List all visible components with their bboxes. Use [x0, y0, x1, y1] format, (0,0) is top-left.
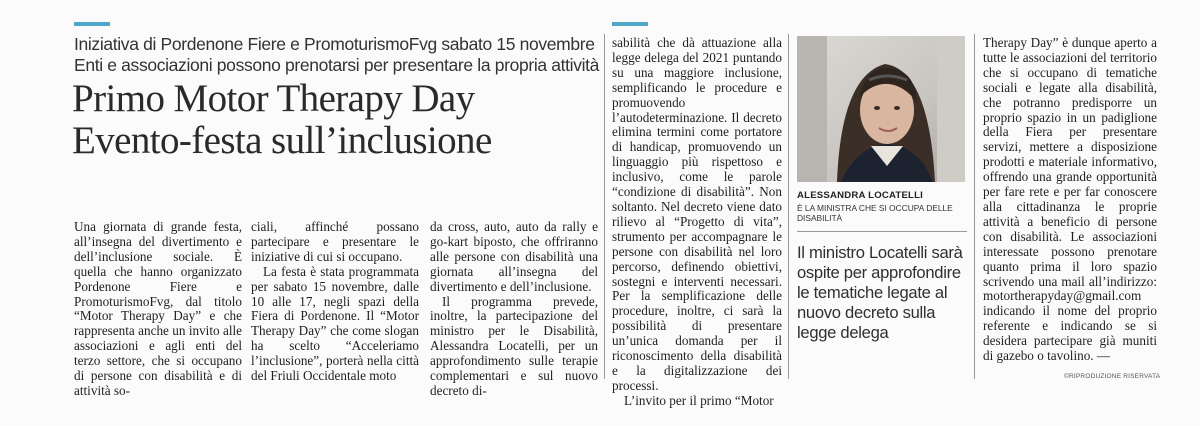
headline-line-2: Evento-festa sull’inclusione	[72, 119, 492, 162]
paragraph: da cross, auto, auto da rally e go-kart biposto, che offriranno alle persone con disabilità una giornata all’insegna del divertimento e dell’inclusione.	[430, 219, 598, 294]
kicker-line-1: Iniziativa di Pordenone Fiere e PromoturismoFvg sabato 15 novembre	[74, 34, 595, 54]
column-divider	[604, 34, 605, 379]
paragraph: La festa è stata programmata per sabato 15 novembre, dalle 10 alle 17, negli spazi della Fiera di Pordenone. Il “Motor Therapy Day” che come slogan ha scelto “Acceleriamo l’inclusione”, porterà nella città del Friuli Occidentale moto	[251, 263, 419, 384]
kicker-line-2: Enti e associazioni possono prenotarsi per presentare la propria attività	[74, 55, 600, 75]
portrait-photo	[797, 36, 965, 182]
copyright-notice: ©RIPRODUZIONE RISERVATA	[1064, 373, 1161, 380]
article-column-1	[74, 220, 242, 399]
photo-caption-role: È LA MINISTRA CHE SI OCCUPA DELLE DISABILITÀ	[797, 203, 953, 223]
accent-bar-left	[74, 22, 110, 26]
paragraph: ciali, affinché possano partecipare e presentare le iniziative di cui si occupano.	[251, 219, 419, 264]
article-column-3	[430, 220, 598, 399]
kicker	[74, 34, 600, 76]
article-column-4	[612, 36, 782, 409]
column-divider	[788, 34, 789, 379]
paragraph: Il programma prevede, inoltre, la partecipazione del ministro per le Disabilità, Alessandra Locatelli, per un approfondimento sulle terapie complementari e sul nuovo decreto di-	[430, 293, 598, 398]
article-column-5	[983, 36, 1157, 364]
portrait-image	[797, 36, 965, 182]
article-column-2	[251, 220, 419, 384]
paragraph: Una giornata di grande festa, all’insegna del divertimento e dell’inclusione sociale. È quella che hanno organizzato Pordenone Fiere e PromoturismoFvg, dal titolo “Motor Therapy Day” e che rappresenta anche un invito alle associazioni e agli enti del terzo settore, che si occupano di persone con disabilità e di attività so-	[74, 219, 242, 398]
headline	[72, 78, 612, 162]
column-divider	[974, 34, 975, 379]
paragraph: Therapy Day” è dunque aperto a tutte le associazioni del territorio che si occupano di tematiche sociali e legate alla disabilità, che potranno predisporre un proprio spazio in un padiglione della Fiera per presentare servizi, mettere a disposizione prodotti e materiale informativo, offrendo una grande opportunità per fare rete e per far conoscere alla cittadinanza le proprie attività a beneficio di persone con disabilità. Le associazioni interessate possono prenotare quanto prima il loro spazio scrivendo una mail all’indirizzo: motortherapyday@gmail.com indicando il nome del proprio referente e indicando se si desidera partecipare già muniti di gazebo o tavolino. —	[983, 35, 1157, 364]
paragraph: L’invito per il primo “Motor	[624, 392, 774, 408]
pullquote-rule	[797, 231, 967, 232]
headline-line-1: Primo Motor Therapy Day	[72, 77, 475, 120]
accent-bar-right	[612, 22, 648, 26]
paragraph: sabilità che dà attuazione alla legge delega del 2021 puntando su una maggiore inclusione, semplificando le procedure e promuovendo l’autodeterminazione. Il decreto elimina termini come portatore di handicap, promuovendo un linguaggio più rispettoso e inclusivo, come le parole “condizione di disabilità”. Non soltanto. Nel decreto viene dato rilievo al “Progetto di vita”, strumento per accompagnare le persone con disabilità nel loro percorso, definendo obiettivi, sostegni e interventi necessari. Per la semplificazione delle procedure, inoltre, ci sarà la possibilità di presentare un’unica domanda per il riconoscimento della disabilità e la digitalizzazione dei processi.	[612, 35, 782, 393]
pullquote: Il ministro Locatelli sarà ospite per approfondire le tematiche legate al nuovo decreto sulla legge delega	[797, 243, 963, 342]
photo-caption-name: ALESSANDRA LOCATELLI	[797, 190, 924, 201]
